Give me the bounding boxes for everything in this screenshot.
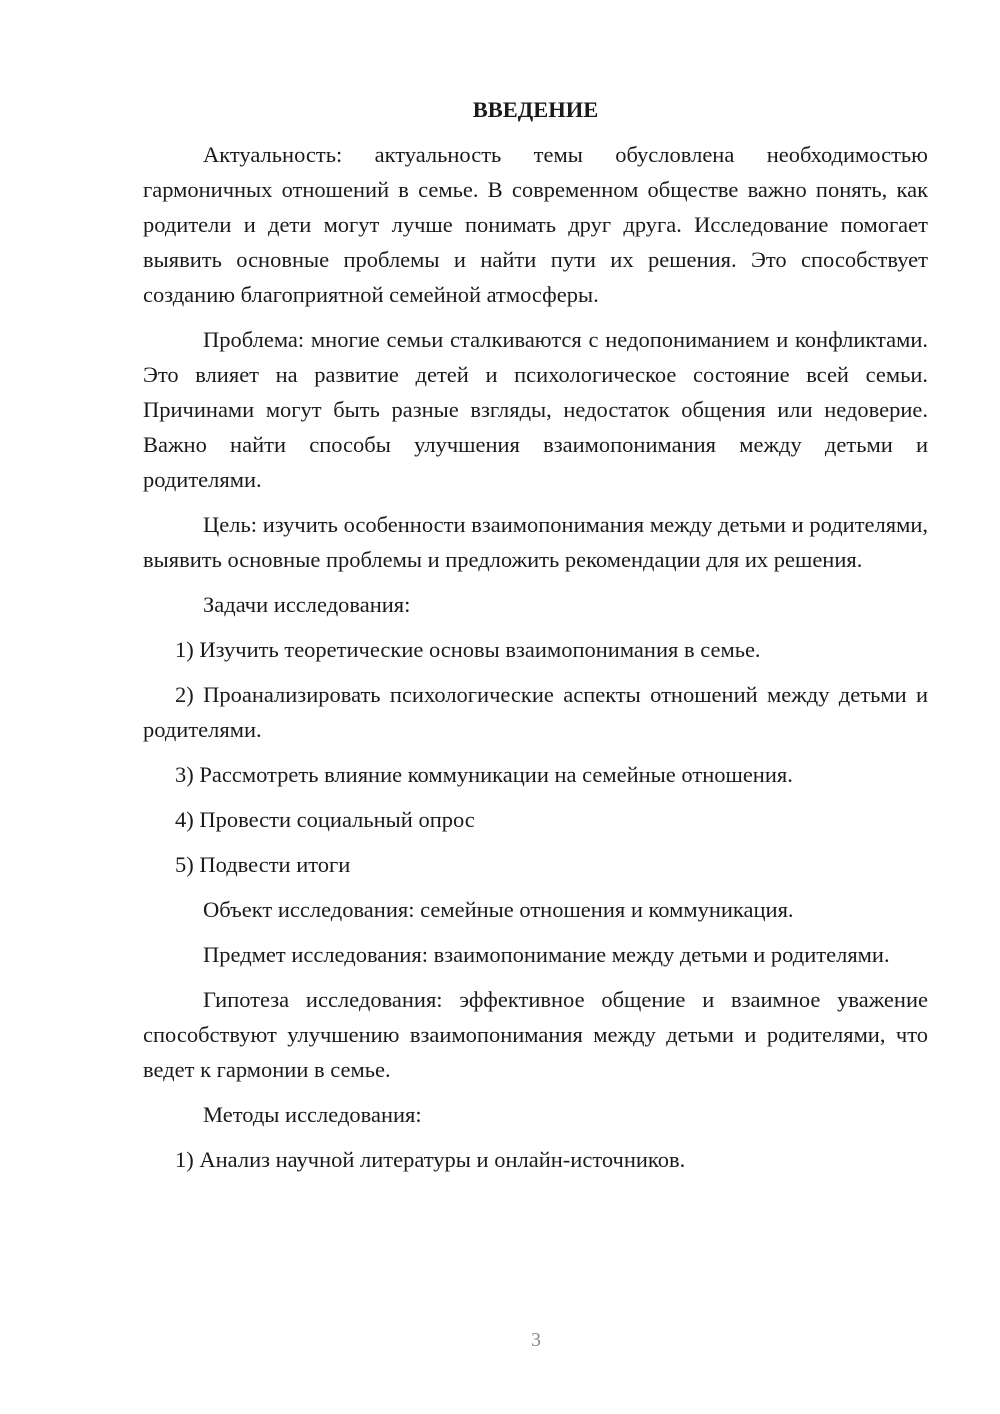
task-item-1: 1) Изучить теоретические основы взаимопонимания в семье. — [175, 637, 761, 662]
page-content — [143, 92, 928, 1187]
methods-heading: Методы исследования: — [203, 1102, 422, 1127]
task-item-4: 4) Провести социальный опрос — [175, 807, 475, 832]
paragraph-problem: Проблема: многие семьи сталкиваются с недопониманием и конфликтами. Это влияет на развитие детей и психологическое состояние всей семьи. Причинами могут быть разные взгляды, недостаток общения или недоверие. Важно найти способы улучшения взаимопонимания между детьми и родителями. — [143, 327, 928, 492]
task-item-3: 3) Рассмотреть влияние коммуникации на семейные отношения. — [175, 762, 793, 787]
task-item-5: 5) Подвести итоги — [175, 852, 351, 877]
page-number: 3 — [531, 1329, 541, 1351]
paragraph-object: Объект исследования: семейные отношения и коммуникация. — [203, 897, 794, 922]
paragraph-hypothesis: Гипотеза исследования: эффективное общение и взаимное уважение способствуют улучшению взаимопонимания между детьми и родителями, что ведет к гармонии в семье. — [143, 987, 928, 1082]
paragraph-relevance: Актуальность: актуальность темы обусловлена необходимостью гармоничных отношений в семье. В современном обществе важно понять, как родители и дети могут лучше понимать друг друга. Исследование помогает выявить основные проблемы и найти пути их решения. Это способствует созданию благоприятной семейной атмосферы. — [143, 142, 928, 307]
section-title: ВВЕДЕНИЕ — [472, 97, 599, 122]
method-item-1: 1) Анализ научной литературы и онлайн-источников. — [175, 1147, 686, 1172]
tasks-heading: Задачи исследования: — [203, 592, 411, 617]
task-item-2: 2) Проанализировать психологические аспекты отношений между детьми и родителями. — [143, 682, 928, 742]
paragraph-subject: Предмет исследования: взаимопонимание между детьми и родителями. — [203, 942, 890, 967]
paragraph-goal: Цель: изучить особенности взаимопонимания между детьми и родителями, выявить основные проблемы и предложить рекомендации для их решения. — [143, 512, 928, 572]
